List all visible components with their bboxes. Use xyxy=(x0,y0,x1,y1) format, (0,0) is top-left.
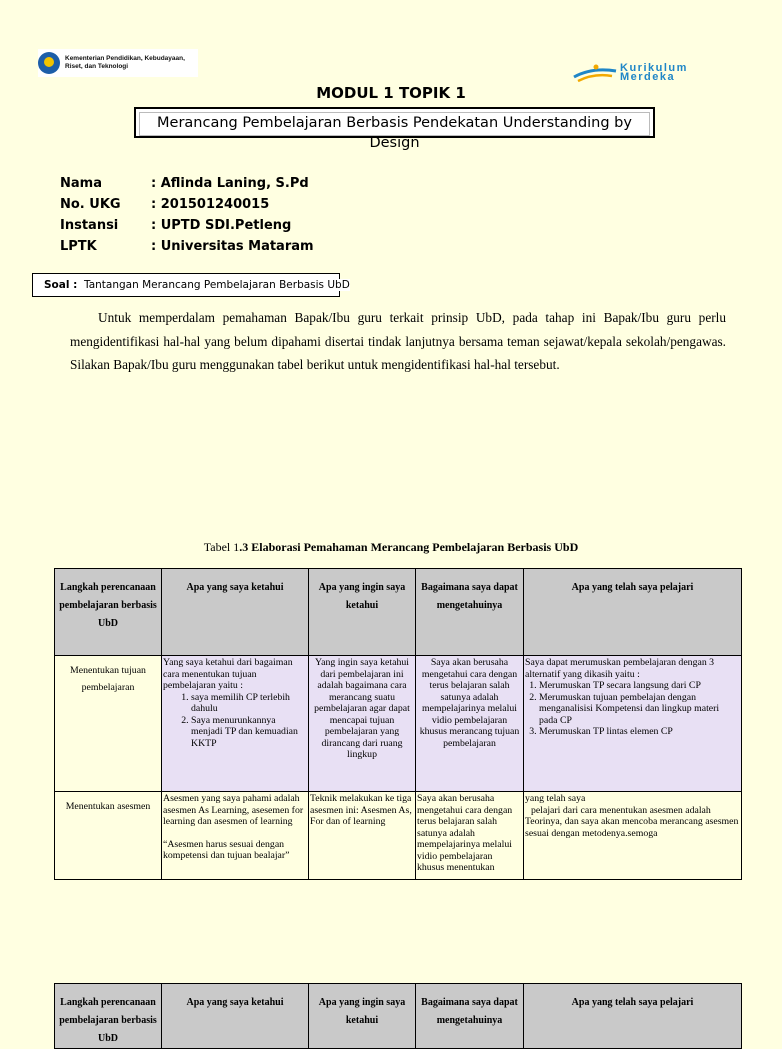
step-cell: Menentukan tujuan pembelajaran xyxy=(55,656,162,792)
learned-intro: Saya dapat merumuskan pembelajaran dengan 3 alternatif yang dikasih yaitu : xyxy=(525,657,715,680)
header-ingin: Apa yang ingin saya ketahui xyxy=(309,984,416,1049)
want-text: Yang ingin saya ketahui dari pembelajaran ini adalah bagaimana cara merancang suatu pembelajaran agar dapat mencapai tujuan pembelajaran yang dirancang dari ruang lingkup xyxy=(314,657,410,760)
identity-value-lptk: : Universitas Mataram xyxy=(151,239,314,254)
known-intro: Yang saya ketahui dari bagaiman cara menentukan tujuan pembelajaran yaitu : xyxy=(163,657,293,691)
learned-text-1: yang telah saya xyxy=(525,793,586,804)
known-item: 2. Saya menurunkannya menjadi TP dan kemuadian KKTP xyxy=(191,715,307,750)
ministry-logo-text: Kementerian Pendidikan, Kebudayaan, Riset, dan Teknologi xyxy=(65,55,185,70)
table-header-row xyxy=(55,569,742,656)
ministry-logo xyxy=(38,49,198,77)
header-ingin: Apa yang ingin saya ketahui xyxy=(309,569,416,656)
want-cell xyxy=(309,656,416,792)
identity-label-lptk: LPTK xyxy=(60,239,97,254)
how-cell xyxy=(416,656,524,792)
table-caption xyxy=(0,540,782,555)
want-cell xyxy=(309,792,416,880)
header-ketahui: Apa yang saya ketahui xyxy=(162,569,309,656)
learned-item: 2. Merumuskan tujuan pembelajan dengan menganalisisi Kompetensi dan lingkup materi pada CP xyxy=(539,692,740,727)
header-bagaimana: Bagaimana saya dapat mengetahuinya xyxy=(416,984,524,1049)
how-cell xyxy=(416,792,524,880)
identity-label-ukg: No. UKG xyxy=(60,197,121,212)
subtitle: Merancang Pembelajaran Berbasis Pendekatan Understanding by Design xyxy=(139,112,650,136)
known-text: Asesmen yang saya pahami adalah asesmen As Learning, asesemen for learning dan asesmen of learning xyxy=(163,793,304,827)
how-text: Saya akan berusaha mengetahui cara dengan terus belajaran salah satunya adalah mempelajarinya melalui vidio pembelajaran khusus menentukan xyxy=(417,793,513,873)
soal-heading xyxy=(44,279,350,291)
ubd-table xyxy=(54,568,742,880)
ministry-emblem-icon xyxy=(38,52,60,74)
kurikulum-swoosh-icon xyxy=(572,63,620,83)
known-item: 1. saya memilih CP terlebih dahulu xyxy=(191,692,307,715)
learned-cell xyxy=(524,792,742,880)
header-bagaimana: Bagaimana saya dapat mengetahuinya xyxy=(416,569,524,656)
learned-item: 1. Merumuskan TP secara langsung dari CP xyxy=(539,680,740,692)
soal-label: Soal : xyxy=(44,279,78,291)
identity-value-nama: : Aflinda Laning, S.Pd xyxy=(151,176,309,191)
soal-text: Tantangan Merancang Pembelajaran Berbasis UbD xyxy=(84,279,350,291)
header-pelajari: Apa yang telah saya pelajari xyxy=(524,984,742,1049)
curriculum-logo-line2: Merdeka xyxy=(620,71,676,83)
identity-label-nama: Nama xyxy=(60,176,102,191)
learned-text-2: pelajari dari cara menentukan asesmen adalah Teorinya, dan saya akan mencoba merancang asesmen sesuai dengan metodenya.semoga xyxy=(525,804,739,839)
header-langkah: Langkah perencanaan pembelajaran berbasis UbD xyxy=(55,984,162,1049)
known-cell xyxy=(162,792,309,880)
table-caption-prefix: Tabel 1 xyxy=(203,540,240,554)
known-cell xyxy=(162,656,309,792)
identity-value-instansi: : UPTD SDI.Petleng xyxy=(151,218,292,233)
learned-cell xyxy=(524,656,742,792)
known-quote: “Asesmen harus sesuai dengan kompetensi dan tujuan bealajar” xyxy=(163,838,290,861)
header-ketahui: Apa yang saya ketahui xyxy=(162,984,309,1049)
subtitle-box xyxy=(134,107,655,151)
header-pelajari: Apa yang telah saya pelajari xyxy=(524,569,742,656)
table-row xyxy=(55,656,742,792)
how-text: Saya akan berusaha mengetahui cara dengan terus belajaran salah satunya adalah mempelajarinya melalui vidio pembelajaran khusus merancang tujuan pembelajaran xyxy=(419,657,520,749)
step-cell: Menentukan asesmen xyxy=(55,792,162,880)
intro-paragraph: Untuk memperdalam pemahaman Bapak/Ibu guru terkait prinsip UbD, pada tahap ini Bapak/Ibu guru perlu mengidentifikasi hal-hal yang belum dipahami disertai tindak lanjutnya bersama teman sejawat/kepala sekolah/pengawas. Silakan Bapak/Ibu guru menggunakan tabel berikut untuk mengidentifikasi hal-hal tersebut. xyxy=(70,310,726,372)
table-row xyxy=(55,792,742,880)
table-caption-title: .3 Elaborasi Pemahaman Merancang Pembelajaran Berbasis UbD xyxy=(239,540,579,554)
curriculum-logo-line1: Kurikulum xyxy=(620,62,688,74)
table-header-row xyxy=(55,984,742,1049)
want-text: Teknik melakukan ke tiga asesmen ini: Asesmen As, For dan of learning xyxy=(310,793,412,827)
page-title: MODUL 1 TOPIK 1 xyxy=(316,84,466,102)
header-langkah: Langkah perencanaan pembelajaran berbasis UbD xyxy=(55,569,162,656)
kurikulum-merdeka-logo xyxy=(572,62,742,84)
identity-value-ukg: : 201501240015 xyxy=(151,197,270,212)
learned-item: 3. Merumuskan TP lintas elemen CP xyxy=(539,726,740,738)
identity-label-instansi: Instansi xyxy=(60,218,119,233)
ubd-table-continued xyxy=(54,983,742,1049)
